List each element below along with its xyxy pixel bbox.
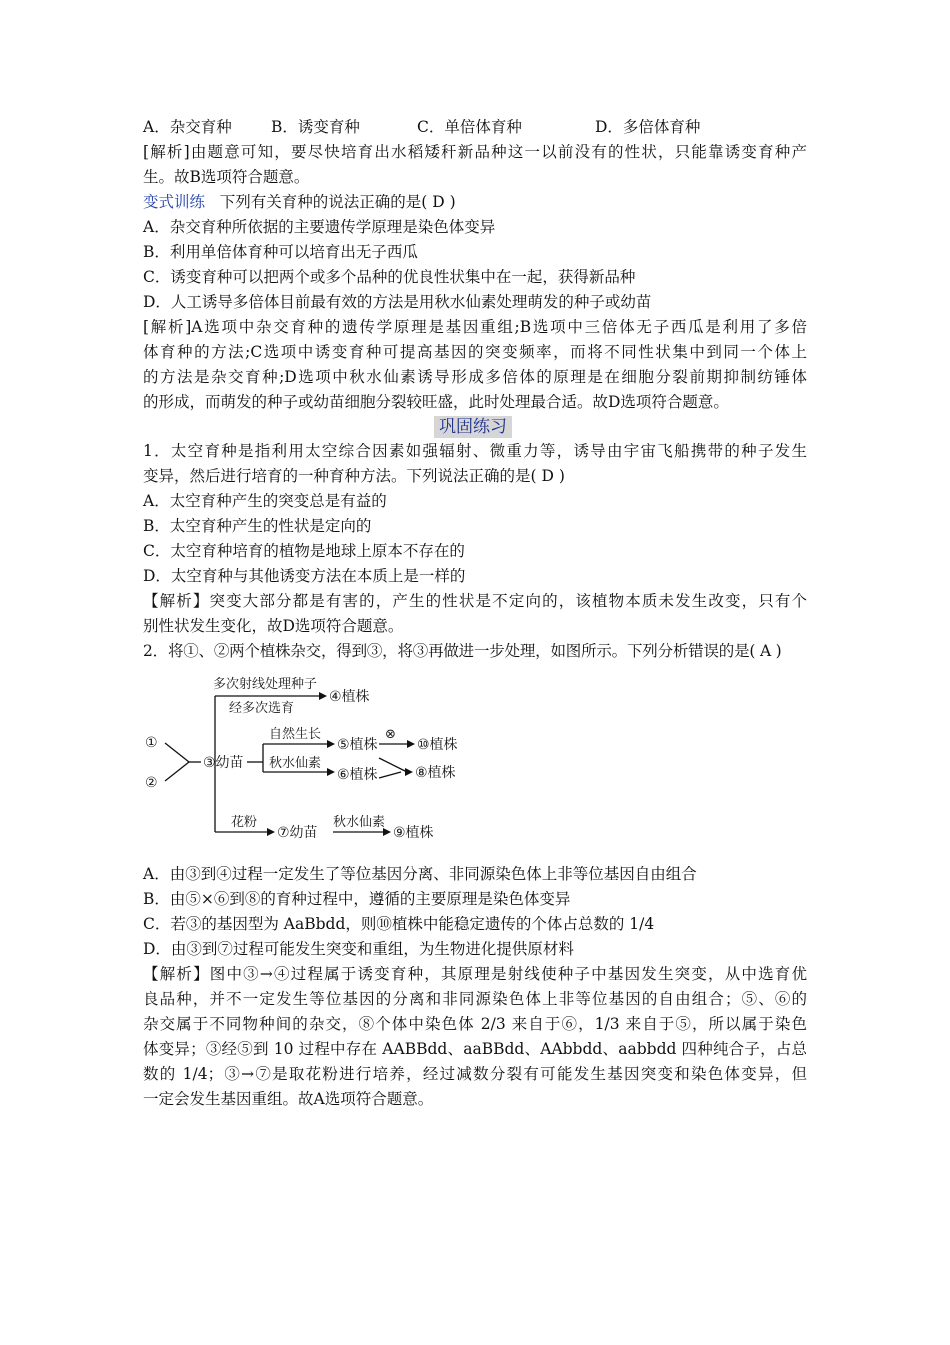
q2-option-b: B．由⑤×⑥到⑧的育种过程中，遵循的主要原理是染色体变异 bbox=[143, 890, 571, 908]
diagram-node-6: ⑥植株 bbox=[337, 767, 378, 783]
q2-analysis-line-1: 【解析】图中③→④过程属于诱变育种，其原理是射线使种子中基因发生突变，从中选育优 bbox=[143, 965, 807, 983]
diagram-node-1: ① bbox=[145, 735, 158, 751]
arrowhead-cross bbox=[405, 768, 413, 776]
diagram-cross-line-5 bbox=[379, 758, 407, 772]
q2-analysis-line-4: 体变异；③经⑤到 10 过程中存在 AABBdd、aaBBdd、AAbbdd、aabbdd 四种纯合子，占总 bbox=[143, 1040, 807, 1058]
variant-option-b: B．利用单倍体育种可以培育出无子西瓜 bbox=[143, 243, 418, 261]
arrowhead-natural bbox=[327, 740, 335, 748]
diagram-bottom-label-colchicine: 秋水仙素 bbox=[333, 815, 386, 830]
variant-label: 变式训练 bbox=[143, 193, 206, 211]
q1-analysis-line-2: 别性状发生变化，故D选项符合题意。 bbox=[143, 617, 404, 635]
q0-analysis-line-1: [解析]由题意可知，要尽快培育出水稻矮秆新品种这一以前没有的性状，只能靠诱变育种产 bbox=[143, 143, 807, 161]
q0-option-c: C．单倍体育种 bbox=[417, 118, 522, 136]
q2-option-c: C．若③的基因型为 AaBbdd，则⑩植株中能稳定遗传的个体占总数的 1/4 bbox=[143, 915, 655, 933]
q1-option-d: D．太空育种与其他诱变方法在本质上是一样的 bbox=[143, 567, 466, 585]
diagram-line-p1-merge bbox=[165, 743, 189, 762]
q2-option-a: A．由③到④过程一定发生了等位基因分离、非同源染色体上非等位基因自由组合 bbox=[143, 865, 697, 883]
q2-analysis-line-2: 良品种，并不一定发生等位基因的分离和非同源染色体上非等位基因的自由组合；⑤、⑥的 bbox=[143, 990, 807, 1008]
variant-analysis-line-2: 体育种的方法;C选项中诱变育种可提高基因的突变频率，而将不同性状集中到同一个体上 bbox=[143, 343, 807, 361]
arrowhead-colchicine bbox=[327, 768, 335, 776]
diagram-line-p2-merge bbox=[165, 762, 189, 781]
diagram-node-7: ⑦幼苗 bbox=[277, 825, 318, 841]
q0-option-d: D．多倍体育种 bbox=[595, 118, 701, 136]
section-header: 巩固练习 bbox=[434, 416, 512, 438]
diagram-node-5: ⑤植株 bbox=[337, 737, 378, 753]
diagram-cross-line-6 bbox=[379, 772, 401, 778]
diagram-top-arrow-label: 多次射线处理种子 bbox=[213, 677, 318, 692]
q2-stem: 2．将①、②两个植株杂交，得到③，将③再做进一步处理，如图所示。下列分析错误的是( A ) bbox=[143, 642, 782, 660]
diagram-node-9: ⑨植株 bbox=[393, 825, 434, 841]
variant-stem: 下列有关育种的说法正确的是( D ) bbox=[219, 193, 456, 211]
diagram-mid-label-natural: 自然生长 bbox=[269, 727, 322, 742]
diagram-self-symbol: ⊗ bbox=[385, 727, 396, 742]
diagram-top-sub-label: 经多次选育 bbox=[229, 701, 295, 716]
q0-options bbox=[143, 117, 700, 137]
diagram-bottom-label-pollen: 花粉 bbox=[231, 815, 258, 830]
arrowhead-top bbox=[319, 692, 327, 700]
breeding-process-diagram bbox=[143, 674, 483, 846]
q2-analysis-line-6: 一定会发生基因重组。故A选项符合题意。 bbox=[143, 1090, 434, 1108]
diagram-node-4: ④植株 bbox=[329, 689, 370, 705]
variant-analysis-line-1: [解析]A选项中杂交育种的遗传学原理是基因重组;B选项中三倍体无子西瓜是利用了多倍 bbox=[143, 318, 807, 336]
diagram-mid-label-colchicine: 秋水仙素 bbox=[269, 756, 322, 771]
diagram-node-3: ③幼苗 bbox=[203, 755, 244, 771]
diagram-node-2: ② bbox=[145, 775, 158, 791]
variant-option-a: A．杂交育种所依据的主要遗传学原理是染色体变异 bbox=[143, 218, 496, 236]
variant-analysis-line-4: 的形成，而萌发的种子或幼苗细胞分裂较旺盛，此时处理最合适。故D选项符合题意。 bbox=[143, 393, 729, 411]
variant-option-c: C．诱变育种可以把两个或多个品种的优良性状集中在一起，获得新品种 bbox=[143, 268, 636, 286]
q0-analysis-line-2: 生。故B选项符合题意。 bbox=[143, 168, 310, 186]
q1-option-b: B．太空育种产生的性状是定向的 bbox=[143, 517, 372, 535]
q0-option-b: B．诱变育种 bbox=[271, 118, 360, 136]
arrowhead-self bbox=[407, 740, 415, 748]
diagram-node-8: ⑧植株 bbox=[415, 765, 456, 781]
arrowhead-bottom-1 bbox=[267, 828, 275, 836]
q1-analysis-line-1: 【解析】突变大部分都是有害的，产生的性状是不定向的，该植物本质未发生改变，只有个 bbox=[143, 592, 807, 610]
q1-option-a: A．太空育种产生的突变总是有益的 bbox=[143, 492, 387, 510]
variant-option-d: D．人工诱导多倍体目前最有效的方法是用秋水仙素处理萌发的种子或幼苗 bbox=[143, 293, 652, 311]
q1-option-c: C．太空育种培育的植物是地球上原本不存在的 bbox=[143, 542, 465, 560]
q2-analysis-line-3: 杂交属于不同物种间的杂交，⑧个体中染色体 2/3 来自于⑥，1/3 来自于⑤，所以属于染色 bbox=[143, 1015, 807, 1033]
q1-stem-line-1: 1．太空育种是指利用太空综合因素如强辐射、微重力等，诱导由宇宙飞船携带的种子发生 bbox=[143, 442, 807, 460]
q2-option-d: D．由③到⑦过程可能发生突变和重组，为生物进化提供原材料 bbox=[143, 940, 574, 958]
q0-option-a: A．杂交育种 bbox=[143, 118, 232, 136]
variant-stem-line bbox=[143, 192, 456, 212]
q2-analysis-line-5: 数的 1/4；③→⑦是取花粉进行培养，经过减数分裂有可能发生基因突变和染色体变异，但 bbox=[143, 1065, 807, 1083]
variant-analysis-line-3: 的方法是杂交育种;D选项中秋水仙素诱导形成多倍体的原理是在细胞分裂前期抑制纺锤体 bbox=[143, 368, 807, 386]
q1-stem-line-2: 变异，然后进行培育的一种育种方法。下列说法正确的是( D ) bbox=[143, 467, 565, 485]
diagram-node-10: ⑩植株 bbox=[417, 737, 458, 753]
